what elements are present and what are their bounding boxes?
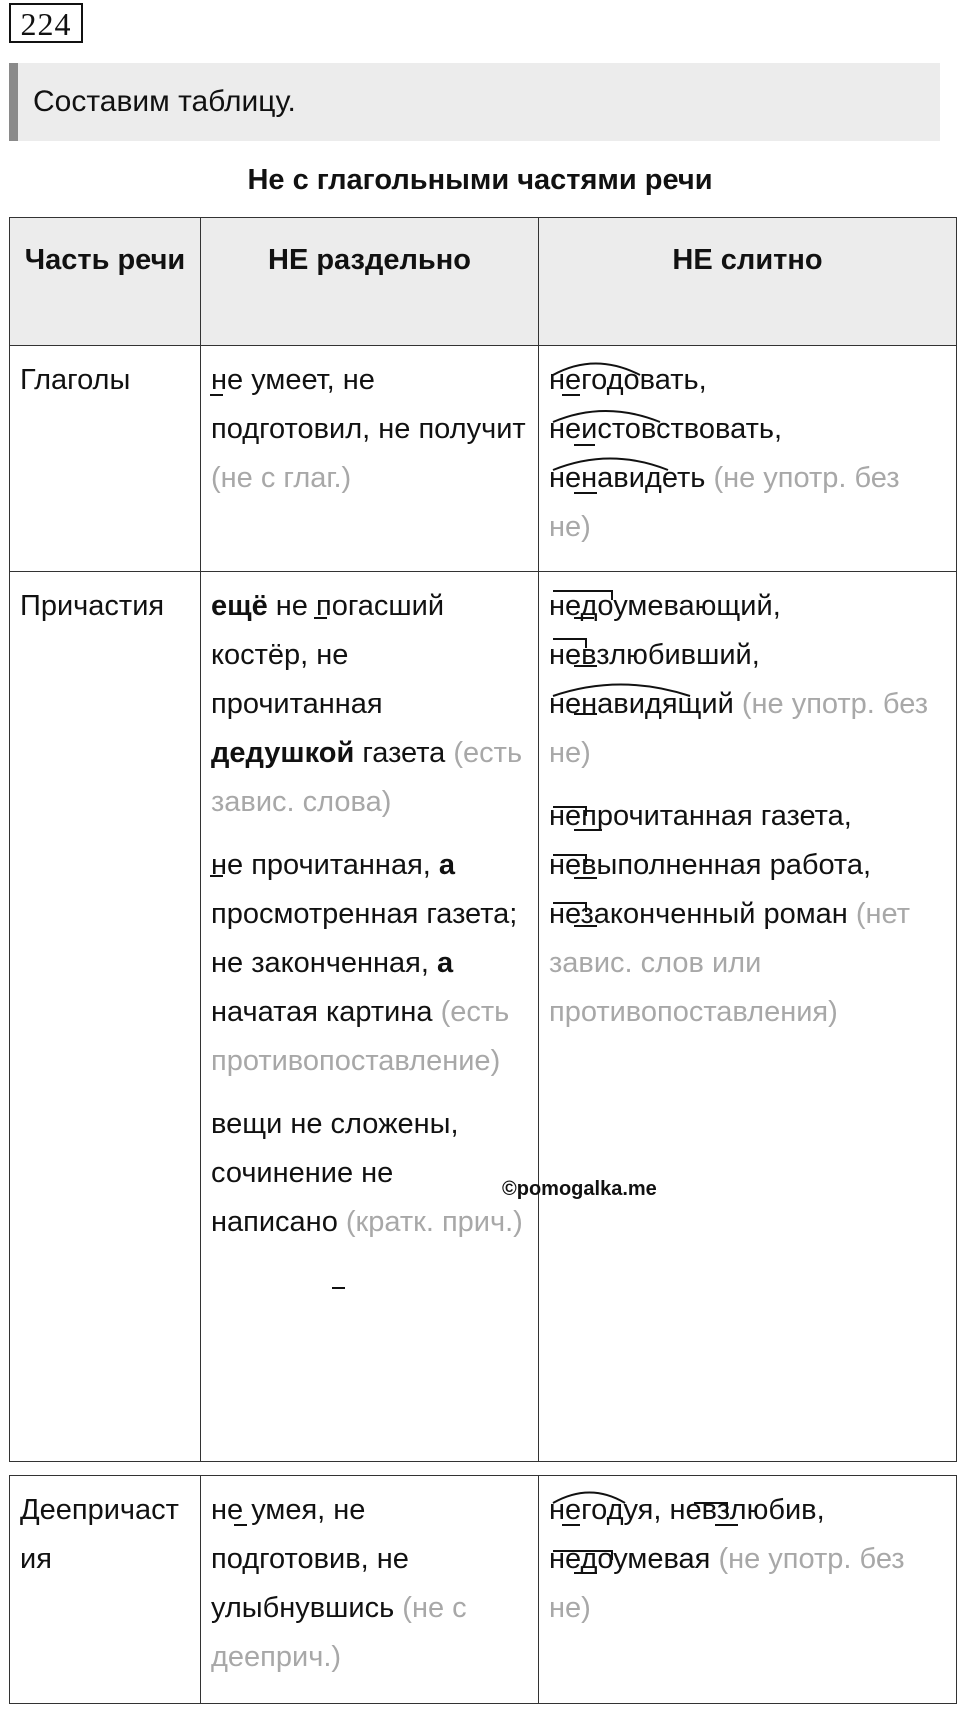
note: (есть завис. слова) <box>211 737 523 818</box>
cell-verbs-separate <box>201 346 539 572</box>
gerunds-table <box>9 1475 957 1704</box>
cell-gerunds-part: Деепричастия <box>10 1476 201 1704</box>
cell-participles-part: Причастия <box>10 572 201 1462</box>
intro-text: Составим таблицу. <box>9 63 940 141</box>
cell-verbs-part: Глаголы <box>10 346 201 572</box>
emphasis-word: ещё <box>211 590 268 622</box>
text-fragment: не погасший костёр, не прочитанная <box>211 590 445 720</box>
cell-gerunds-together <box>539 1476 957 1704</box>
gerunds-separate-text: не умея, не подготовив, не улыбнувшись <box>211 1494 409 1624</box>
table-title: Не с глагольными частями речи <box>247 164 713 196</box>
note: (нет завис. слов или противопоставления) <box>549 898 910 1028</box>
gerunds-separate-note: (не с дееприч.) <box>211 1592 467 1673</box>
participles-together-example-1 <box>549 582 946 778</box>
text-fragment: вещи не сложены, сочинение не написано <box>211 1108 459 1238</box>
header-part: Часть речи <box>10 218 201 346</box>
row-verbs <box>10 346 957 572</box>
gerunds-together-text: негодуя, невзлюбив, недоумевая <box>549 1494 825 1575</box>
verbs-together-note: (не употр. без не) <box>549 462 900 543</box>
main-table <box>9 217 957 1462</box>
watermark: ©pomogalka.me <box>502 1178 657 1200</box>
emphasis-word: дедушкой <box>211 737 355 769</box>
cell-gerunds-separate <box>201 1476 539 1704</box>
cell-participles-separate <box>201 572 539 1462</box>
participles-separate-example-3 <box>211 1100 528 1247</box>
participles-separate-example-2 <box>211 841 528 1086</box>
emphasis-word: а <box>437 947 454 979</box>
header-row <box>10 218 957 346</box>
note: (не употр. без не) <box>549 688 928 769</box>
text-fragment: просмотренная газета; не законченная, <box>211 898 518 979</box>
text-fragment: непрочитанная газета, невыполненная работа, незаконченный роман <box>549 800 872 930</box>
task-number: 224 <box>9 3 83 43</box>
header-together: НЕ слитно <box>539 218 957 346</box>
text-fragment: не прочитанная, <box>211 849 439 881</box>
header-separate: НЕ раздельно <box>201 218 539 346</box>
emphasis-word: а <box>438 849 456 881</box>
verbs-together-text: негодовать, неистовствовать, ненавидеть <box>549 364 783 494</box>
text-fragment: начатая картина <box>211 996 441 1028</box>
text-fragment: недоумевающий, невзлюбивший, ненавидящий <box>549 590 781 720</box>
cell-participles-together <box>539 572 957 1462</box>
cell-verbs-together <box>539 346 957 572</box>
verbs-separate-note: (не с глаг.) <box>211 462 352 494</box>
row-gerunds <box>10 1476 957 1704</box>
text-fragment: газета <box>354 737 454 769</box>
participles-together-example-2 <box>549 792 946 1037</box>
gerunds-together-note: (не употр. без не) <box>549 1543 905 1624</box>
note: (кратк. прич.) <box>345 1206 523 1238</box>
participles-separate-example-1 <box>211 582 528 827</box>
verbs-separate-text: не умеет, не подготовил, не получит <box>211 364 526 445</box>
note: (есть противопоставление) <box>211 996 510 1077</box>
row-participles <box>10 572 957 1462</box>
